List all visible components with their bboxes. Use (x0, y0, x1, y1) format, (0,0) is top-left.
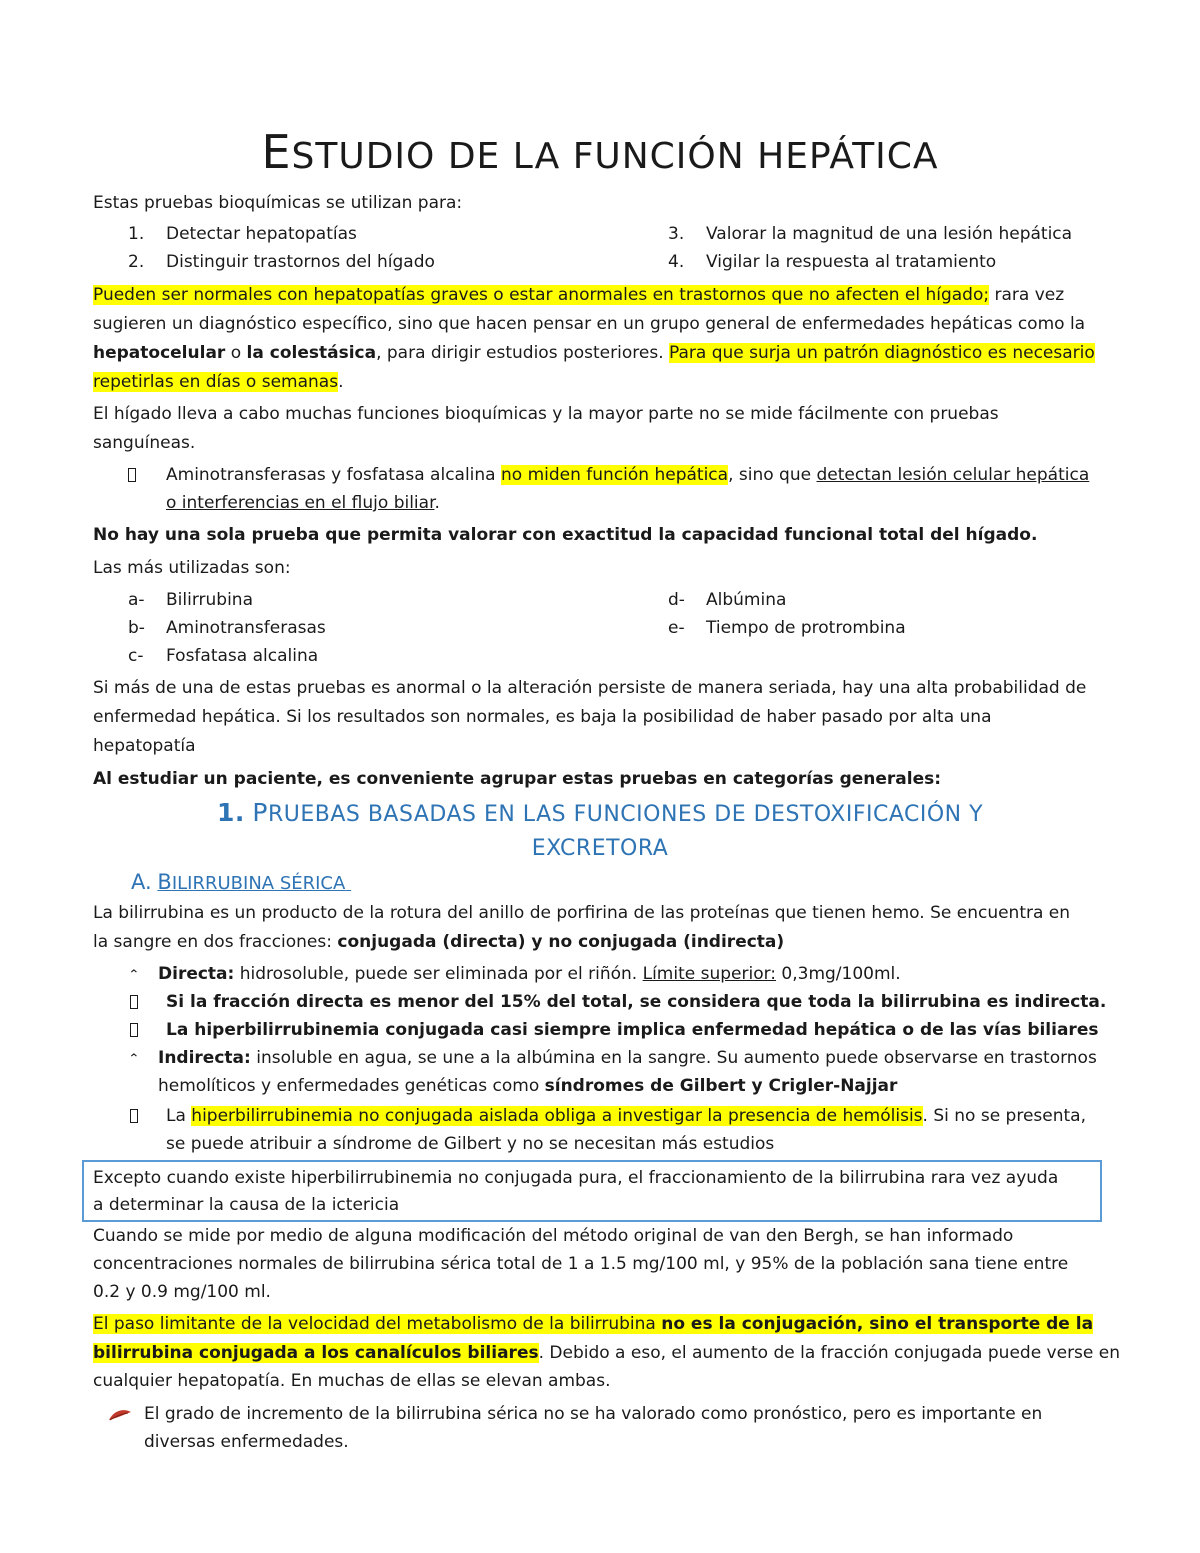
list-item: Fosfatasa alcalina (166, 646, 319, 666)
paragraph-line: hepatopatía (93, 736, 196, 756)
leaf-bullet-icon (108, 1408, 132, 1422)
square-bullet-icon (130, 991, 138, 1013)
bullet-text: Si la fracción directa es menor del 15% del total, se considera que toda la bilirrubina es indirecta. (166, 992, 1107, 1012)
list-letter: c- (128, 646, 144, 666)
paragraph-line: El paso limitante de la velocidad del metabolismo de la bilirrubina no es la conjugación, sino el transporte de la (93, 1314, 1094, 1334)
chevron-up-bullet-icon: ⌃ (128, 967, 140, 983)
bullet-text: hemolíticos y enfermedades genéticas como síndromes de Gilbert y Crigler-Najjar (158, 1076, 898, 1096)
paragraph-line: repetirlas en días o semanas. (93, 372, 344, 392)
paragraph-line: sugieren un diagnóstico específico, sino que hacen pensar en un grupo general de enfermedades hepáticas como la (93, 314, 1086, 334)
paragraph-line: hepatocelular o la colestásica, para dirigir estudios posteriores. Para que surja un patrón diagnóstico es necesario (93, 343, 1095, 363)
list-number: 3. (668, 224, 685, 244)
list-letter: e- (668, 618, 685, 638)
paragraph-line: El hígado lleva a cabo muchas funciones bioquímicas y la mayor parte no se mide fácilmente con pruebas (93, 404, 999, 424)
section-heading: 1. PRUEBAS BASADAS EN LAS FUNCIONES DE DESTOXIFICACIÓN Y (216, 798, 984, 827)
paragraph-line: la sangre en dos fracciones: conjugada (directa) y no conjugada (indirecta) (93, 932, 785, 952)
boxed-note-line: Excepto cuando existe hiperbilirrubinemia no conjugada pura, el fraccionamiento de la bilirrubina rara vez ayuda (93, 1168, 1059, 1188)
paragraph-line: La bilirrubina es un producto de la rotura del anillo de porfirina de las proteínas que tienen hemo. Se encuentra en (93, 903, 1071, 923)
bullet-text: o interferencias en el flujo biliar. (166, 493, 440, 513)
list-number: 2. (128, 252, 145, 272)
subsection-heading: A. BILIRRUBINA SÉRICA (131, 870, 346, 894)
paragraph-line: 0.2 y 0.9 mg/100 ml. (93, 1282, 271, 1302)
bullet-text: Directa: hidrosoluble, puede ser eliminada por el riñón. Límite superior: 0,3mg/100ml. (158, 964, 901, 984)
paragraph-line: cualquier hepatopatía. En muchas de ellas se elevan ambas. (93, 1371, 611, 1391)
list-item: Vigilar la respuesta al tratamiento (706, 252, 997, 272)
page-title: ESTUDIO DE LA FUNCIÓN HEPÁTICA (261, 125, 939, 179)
intro-text: Estas pruebas bioquímicas se utilizan para: (93, 193, 463, 213)
paragraph-line: concentraciones normales de bilirrubina sérica total de 1 a 1.5 mg/100 ml, y 95% de la población sana tiene entre (93, 1254, 1069, 1274)
list-number: 1. (128, 224, 145, 244)
paragraph-line: bilirrubina conjugada a los canalículos biliares. Debido a eso, el aumento de la fracción conjugada puede verse en (93, 1343, 1121, 1363)
square-bullet-icon (128, 464, 136, 486)
bullet-text: diversas enfermedades. (144, 1432, 349, 1452)
square-bullet-icon (130, 1019, 138, 1041)
list-item: Distinguir trastornos del hígado (166, 252, 435, 272)
key-statement: No hay una sola prueba que permita valorar con exactitud la capacidad funcional total del hígado. (93, 525, 1038, 545)
bullet-text: Aminotransferasas y fosfatasa alcalina no miden función hepática, sino que detectan lesión celular hepática (166, 465, 1090, 485)
bullet-text: se puede atribuir a síndrome de Gilbert y no se necesitan más estudios (166, 1134, 775, 1154)
boxed-note-line: a determinar la causa de la ictericia (93, 1195, 400, 1215)
key-statement: Al estudiar un paciente, es conveniente agrupar estas pruebas en categorías generales: (93, 769, 942, 789)
square-bullet-icon (130, 1105, 138, 1127)
paragraph-line: Si más de una de estas pruebas es anormal o la alteración persiste de manera seriada, hay una alta probabilidad de (93, 678, 1087, 698)
section-heading-cont: EXCRETORA (531, 836, 669, 861)
bullet-text: La hiperbilirrubinemia conjugada casi siempre implica enfermedad hepática o de las vías biliares (166, 1020, 1099, 1040)
list-letter: b- (128, 618, 145, 638)
list-item: Aminotransferasas (166, 618, 326, 638)
bullet-text: El grado de incremento de la bilirrubina sérica no se ha valorado como pronóstico, pero es importante en (144, 1404, 1043, 1424)
paragraph-line: Las más utilizadas son: (93, 558, 291, 578)
list-item: Bilirrubina (166, 590, 253, 610)
chevron-up-bullet-icon: ⌃ (128, 1051, 140, 1067)
bullet-text: La hiperbilirrubinemia no conjugada aislada obliga a investigar la presencia de hemólisis. Si no se presenta, (166, 1106, 1086, 1126)
list-item: Albúmina (706, 590, 787, 610)
list-item: Detectar hepatopatías (166, 224, 357, 244)
paragraph-line: Pueden ser normales con hepatopatías graves o estar anormales en trastornos que no afecten el hígado; rara vez (93, 285, 1065, 305)
paragraph-line: Cuando se mide por medio de alguna modificación del método original de van den Bergh, se han informado (93, 1226, 1014, 1246)
paragraph-line: sanguíneas. (93, 433, 196, 453)
list-letter: d- (668, 590, 685, 610)
list-item: Valorar la magnitud de una lesión hepática (706, 224, 1073, 244)
bullet-text: Indirecta: insoluble en agua, se une a la albúmina en la sangre. Su aumento puede observarse en trastornos (158, 1048, 1097, 1068)
paragraph-line: enfermedad hepática. Si los resultados son normales, es baja la posibilidad de haber pasado por alta una (93, 707, 992, 727)
list-item: Tiempo de protrombina (706, 618, 906, 638)
list-number: 4. (668, 252, 685, 272)
list-letter: a- (128, 590, 145, 610)
